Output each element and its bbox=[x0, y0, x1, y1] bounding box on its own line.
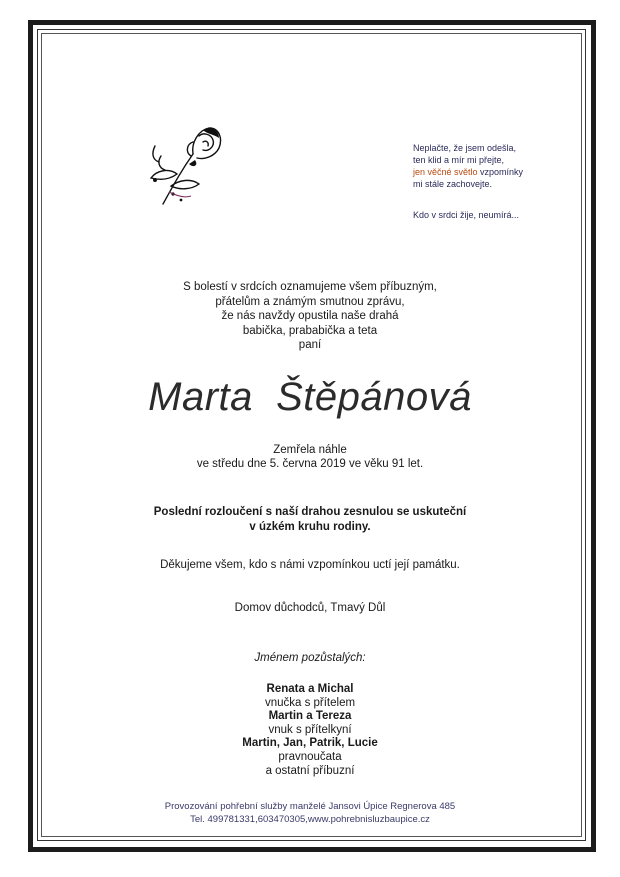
poem-line bbox=[413, 166, 573, 178]
farewell-line: Poslední rozloučení s naší drahou zesnulou se uskuteční bbox=[153, 506, 467, 518]
place-text: Domov důchodců, Tmavý Důl bbox=[234, 602, 386, 614]
footer bbox=[50, 801, 570, 826]
survivor-line: vnučka s přítelem bbox=[264, 696, 356, 709]
survivor-line: vnuk s přítelkyní bbox=[268, 723, 352, 736]
poem-highlight: jen věčné světlo bbox=[413, 167, 478, 177]
survivors-list bbox=[50, 683, 570, 778]
poem-line: ten klid a mír mi přejte, bbox=[413, 155, 505, 165]
survivor-line: a ostatní příbuzní bbox=[265, 764, 355, 777]
survivor-line: Martin a Tereza bbox=[268, 710, 352, 723]
deceased-name: Marta Štěpánová bbox=[148, 375, 472, 419]
announcement-line: přátelům a známým smutnou zprávu, bbox=[215, 295, 405, 308]
poem bbox=[413, 142, 573, 190]
farewell-line: v úzkém kruhu rodiny. bbox=[249, 521, 371, 533]
poem-line: Neplačte, že jsem odešla, bbox=[413, 143, 517, 153]
rose-icon bbox=[133, 116, 225, 212]
announcement-line: S bolestí v srdcích oznamujeme všem příbuzným, bbox=[183, 281, 437, 293]
thanks-text: Děkujeme všem, kdo s námi vzpomínkou uctí její památku. bbox=[160, 559, 460, 571]
announcement-line: babička, prababička a teta bbox=[242, 324, 378, 337]
farewell-info bbox=[50, 505, 570, 535]
death-info-line: Zemřela náhle bbox=[273, 444, 347, 456]
death-info-line: ve středu dne 5. června 2019 ve věku 91 let. bbox=[196, 458, 424, 470]
poem-tail: Kdo v srdci žije, neumírá... bbox=[413, 210, 520, 220]
survivors-title: Jménem pozůstalých: bbox=[254, 652, 366, 664]
survivor-line: pravnoučata bbox=[278, 750, 342, 763]
announcement-line: paní bbox=[298, 339, 322, 351]
poem-line: mi stále zachovejte. bbox=[413, 179, 493, 189]
death-info bbox=[50, 443, 570, 471]
survivor-line: Martin, Jan, Patrik, Lucie bbox=[242, 737, 378, 750]
announcement bbox=[50, 280, 570, 353]
poem-line-rest: vzpomínky bbox=[477, 167, 524, 177]
announcement-line: že nás navždy opustila naše drahá bbox=[221, 310, 399, 322]
footer-line: Provozování pohřební služby manželé Jansovi Úpice Regnerova 485 bbox=[164, 801, 456, 812]
survivor-line: Renata a Michal bbox=[266, 683, 354, 695]
footer-line: Tel. 499781331,603470305,www.pohrebnisluzbaupice.cz bbox=[190, 813, 430, 825]
